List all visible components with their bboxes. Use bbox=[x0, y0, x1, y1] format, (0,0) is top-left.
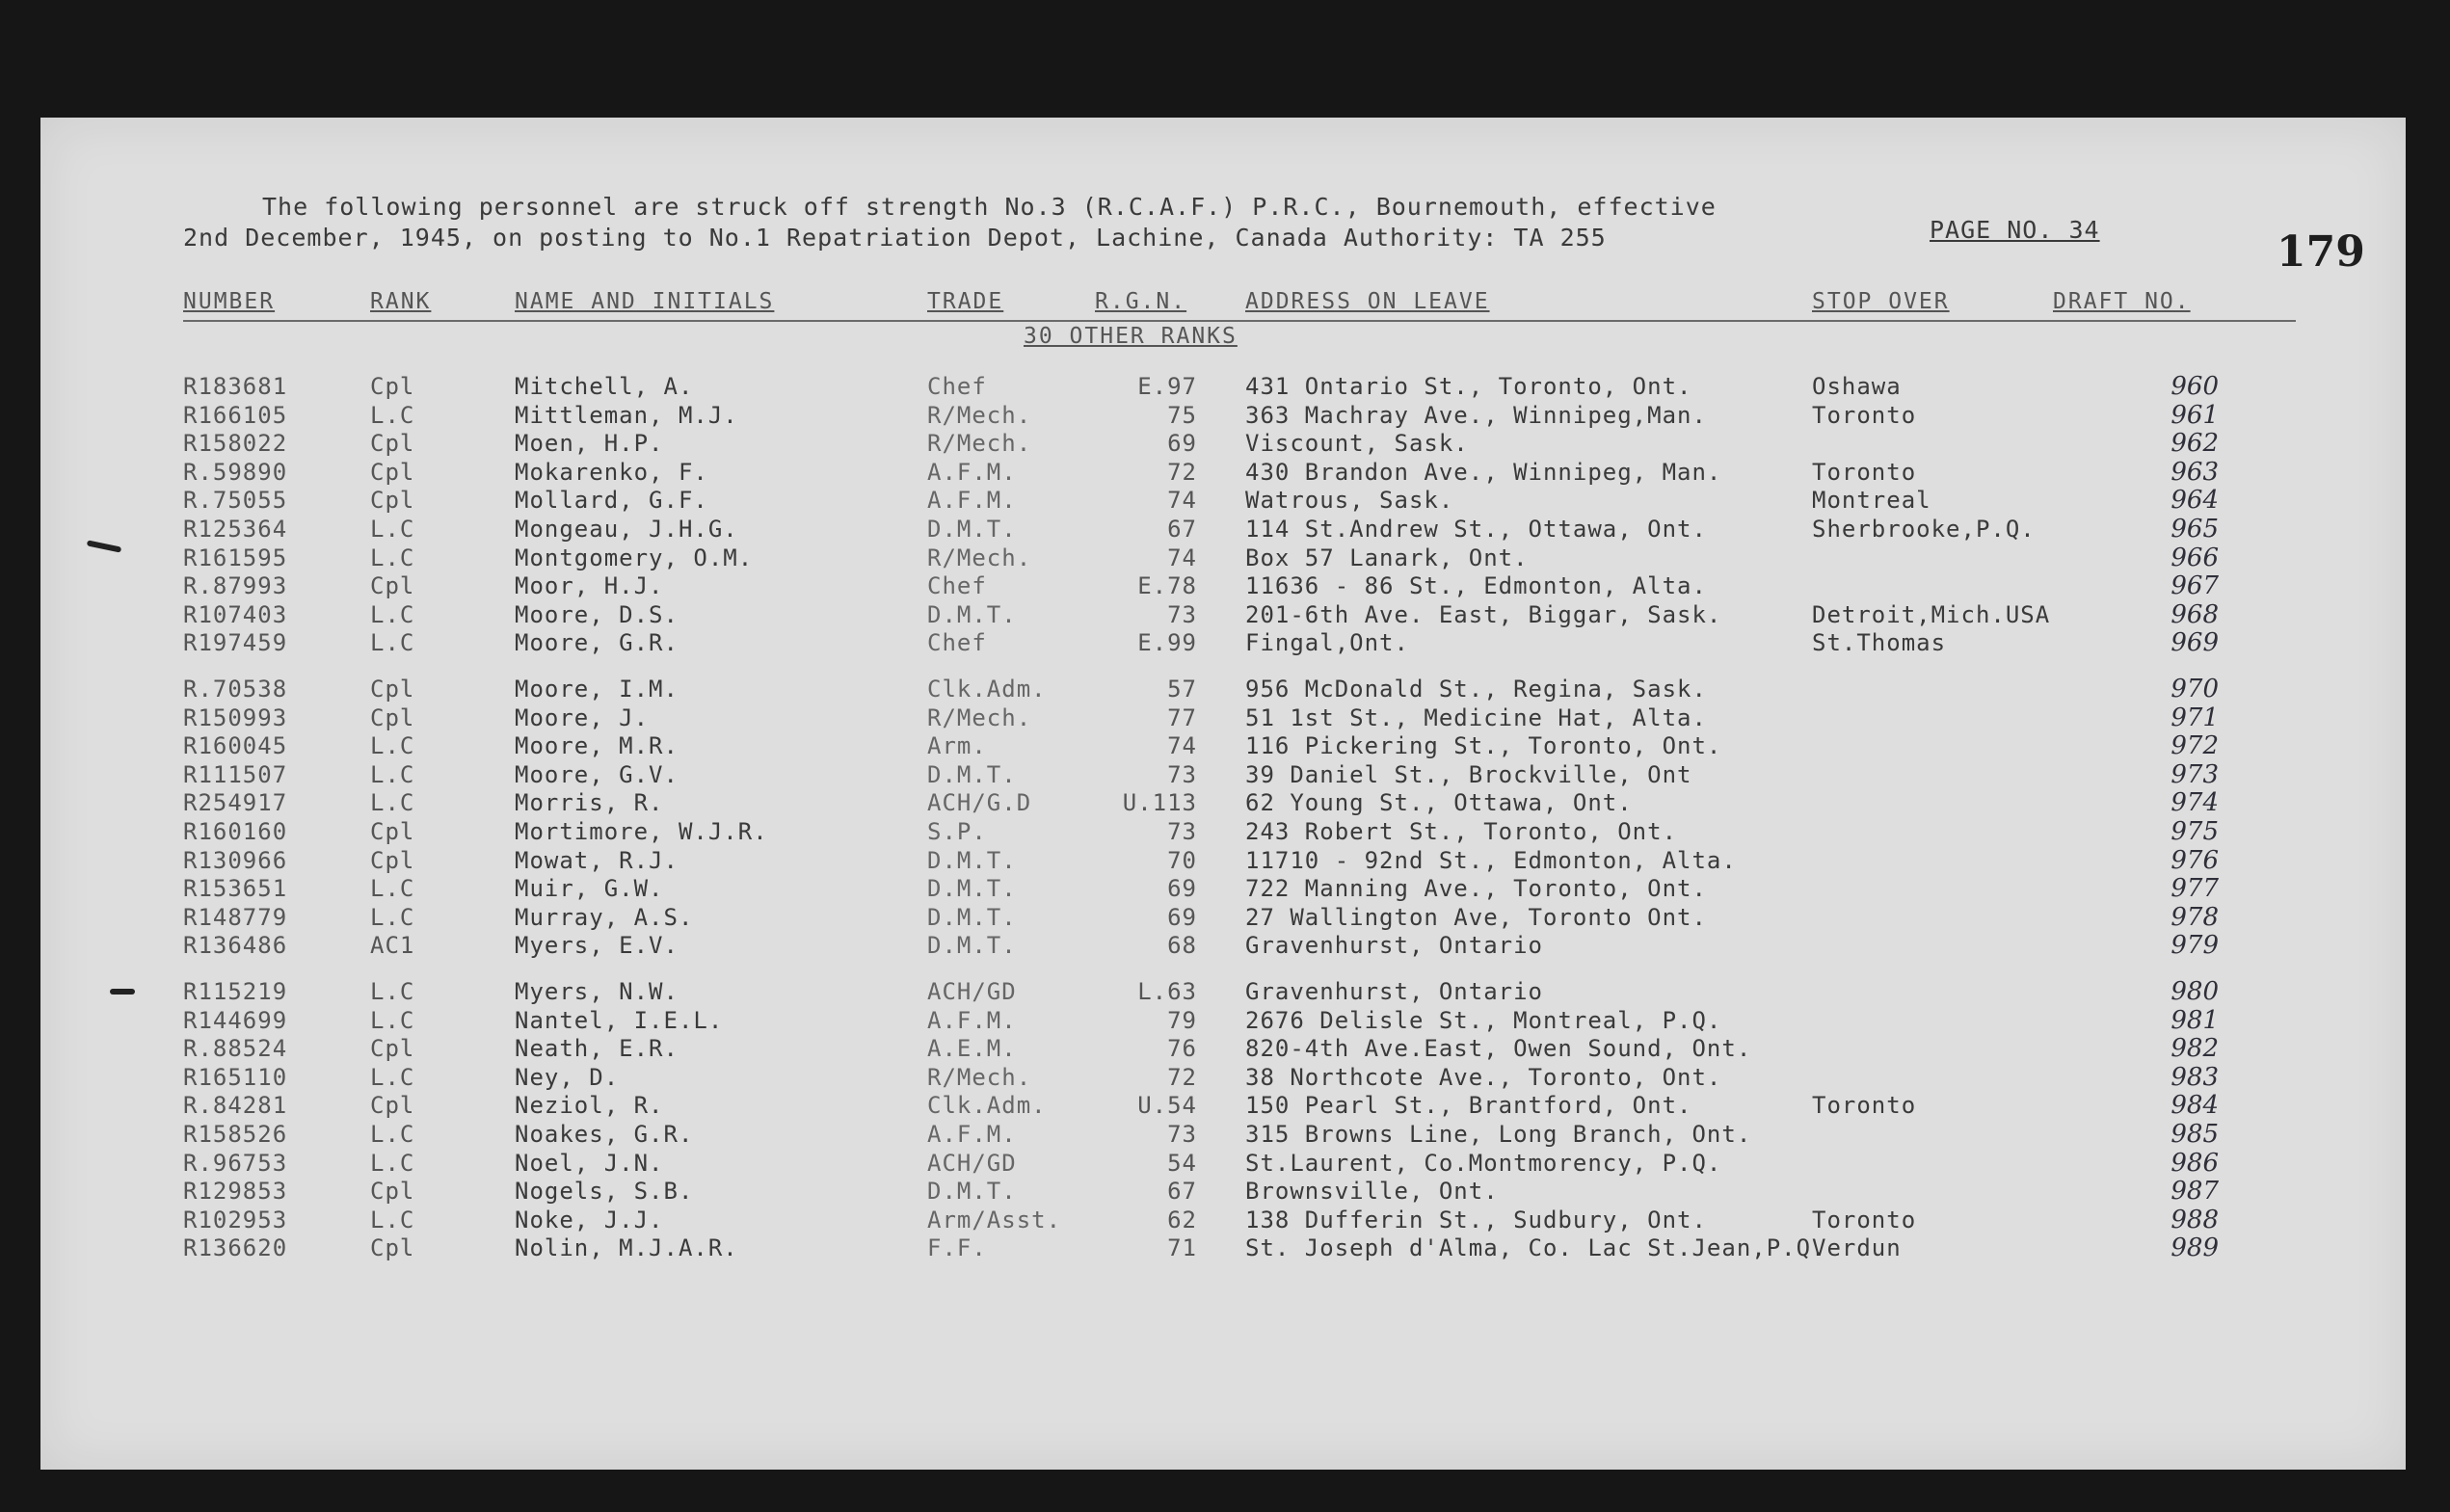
table-row bbox=[40, 372, 2406, 401]
personnel-trade: R/Mech. bbox=[927, 1063, 1032, 1091]
personnel-stop-over: Sherbrooke,P.Q. bbox=[1812, 516, 2036, 543]
column-header-rcn: R.G.N. bbox=[1095, 289, 1187, 314]
personnel-rank: L.C bbox=[370, 629, 415, 657]
table-row bbox=[40, 1006, 2406, 1035]
personnel-rank: Cpl bbox=[370, 430, 415, 458]
personnel-trade: Clk.Adm. bbox=[927, 676, 1047, 703]
personnel-draft-number: 976 bbox=[2170, 845, 2219, 875]
personnel-trade: D.M.T. bbox=[927, 1178, 1017, 1206]
personnel-rcn: 72 bbox=[1167, 1063, 1197, 1091]
personnel-address: Box 57 Lanark, Ont. bbox=[1245, 544, 1529, 571]
personnel-address: 150 Pearl St., Brantford, Ont. bbox=[1245, 1092, 1692, 1120]
personnel-number: R.84281 bbox=[183, 1092, 288, 1120]
personnel-number: R165110 bbox=[183, 1063, 288, 1091]
personnel-number: R166105 bbox=[183, 401, 288, 429]
personnel-name: Mokarenko, F. bbox=[515, 458, 708, 486]
table-row bbox=[40, 544, 2406, 572]
personnel-trade: Arm. bbox=[927, 732, 987, 760]
personnel-stop-over: Verdun bbox=[1812, 1234, 1902, 1262]
personnel-rcn: E.97 bbox=[1137, 373, 1197, 400]
personnel-draft-number: 988 bbox=[2170, 1205, 2219, 1234]
table-row bbox=[40, 401, 2406, 430]
personnel-number: R148779 bbox=[183, 903, 288, 931]
personnel-draft-number: 974 bbox=[2170, 788, 2219, 818]
table-row bbox=[40, 731, 2406, 760]
personnel-number: R.70538 bbox=[183, 676, 288, 703]
personnel-trade: Arm/Asst. bbox=[927, 1206, 1062, 1233]
personnel-number: R.88524 bbox=[183, 1035, 288, 1063]
personnel-name: Neath, E.R. bbox=[515, 1035, 679, 1063]
personnel-rcn: 77 bbox=[1167, 703, 1197, 731]
personnel-number: R.59890 bbox=[183, 458, 288, 486]
personnel-draft-number: 965 bbox=[2170, 515, 2219, 544]
personnel-address: 39 Daniel St., Brockville, Ont bbox=[1245, 760, 1692, 788]
personnel-name: Noakes, G.R. bbox=[515, 1121, 694, 1148]
personnel-rcn: 71 bbox=[1167, 1234, 1197, 1262]
personnel-address: 27 Wallington Ave, Toronto Ont. bbox=[1245, 903, 1707, 931]
personnel-address: 722 Manning Ave., Toronto, Ont. bbox=[1245, 875, 1707, 903]
personnel-draft-number: 975 bbox=[2170, 817, 2219, 846]
personnel-number: R144699 bbox=[183, 1006, 288, 1034]
personnel-trade: ACH/GD bbox=[927, 1149, 1017, 1177]
personnel-draft-number: 977 bbox=[2170, 874, 2219, 904]
personnel-rcn: 76 bbox=[1167, 1035, 1197, 1063]
personnel-rcn: 74 bbox=[1167, 544, 1197, 571]
personnel-number: R158022 bbox=[183, 430, 288, 458]
personnel-name: Mitchell, A. bbox=[515, 373, 694, 400]
personnel-trade: D.M.T. bbox=[927, 600, 1017, 628]
personnel-rcn: 69 bbox=[1167, 430, 1197, 458]
personnel-rcn: 62 bbox=[1167, 1206, 1197, 1233]
personnel-name: Myers, N.W. bbox=[515, 978, 679, 1005]
personnel-trade: Chef bbox=[927, 629, 987, 657]
table-row bbox=[40, 703, 2406, 732]
personnel-trade: A.F.M. bbox=[927, 1121, 1017, 1148]
personnel-name: Neziol, R. bbox=[515, 1092, 664, 1120]
personnel-stop-over: Toronto bbox=[1812, 1206, 1917, 1233]
personnel-rank: Cpl bbox=[370, 818, 415, 845]
personnel-name: Ney, D. bbox=[515, 1063, 620, 1091]
table-row bbox=[40, 931, 2406, 960]
personnel-number: R150993 bbox=[183, 703, 288, 731]
personnel-address: 11636 - 86 St., Edmonton, Alta. bbox=[1245, 572, 1707, 600]
personnel-trade: D.M.T. bbox=[927, 903, 1017, 931]
personnel-name: Montgomery, O.M. bbox=[515, 544, 754, 571]
personnel-trade: Clk.Adm. bbox=[927, 1092, 1047, 1120]
personnel-rank: L.C bbox=[370, 516, 415, 543]
personnel-address: 315 Browns Line, Long Branch, Ont. bbox=[1245, 1121, 1752, 1148]
header-line-2: 2nd December, 1945, on posting to No.1 Repatriation Depot, Lachine, Canada Authority: TA 255 bbox=[183, 224, 1607, 252]
personnel-draft-number: 978 bbox=[2170, 902, 2219, 932]
personnel-rank: L.C bbox=[370, 1206, 415, 1233]
personnel-draft-number: 969 bbox=[2170, 628, 2219, 658]
personnel-name: Muir, G.W. bbox=[515, 875, 664, 903]
personnel-number: R107403 bbox=[183, 600, 288, 628]
personnel-rank: L.C bbox=[370, 789, 415, 817]
personnel-rank: L.C bbox=[370, 1149, 415, 1177]
personnel-trade: Chef bbox=[927, 373, 987, 400]
personnel-name: Noke, J.J. bbox=[515, 1206, 664, 1233]
personnel-rcn: 79 bbox=[1167, 1006, 1197, 1034]
personnel-draft-number: 984 bbox=[2170, 1091, 2219, 1121]
personnel-rank: Cpl bbox=[370, 1092, 415, 1120]
personnel-address: 430 Brandon Ave., Winnipeg, Man. bbox=[1245, 458, 1722, 486]
personnel-draft-number: 980 bbox=[2170, 977, 2219, 1006]
personnel-address: 114 St.Andrew St., Ottawa, Ont. bbox=[1245, 516, 1707, 543]
table-row bbox=[40, 874, 2406, 903]
document-sheet bbox=[40, 118, 2406, 1470]
personnel-rcn: 69 bbox=[1167, 875, 1197, 903]
personnel-number: R197459 bbox=[183, 629, 288, 657]
personnel-trade: A.F.M. bbox=[927, 458, 1017, 486]
personnel-rank: L.C bbox=[370, 978, 415, 1005]
table-row bbox=[40, 903, 2406, 932]
personnel-draft-number: 961 bbox=[2170, 400, 2219, 430]
personnel-name: Noel, J.N. bbox=[515, 1149, 664, 1177]
personnel-trade: R/Mech. bbox=[927, 544, 1032, 571]
personnel-draft-number: 981 bbox=[2170, 1005, 2219, 1035]
personnel-trade: R/Mech. bbox=[927, 401, 1032, 429]
personnel-address: Gravenhurst, Ontario bbox=[1245, 978, 1543, 1005]
personnel-name: Nantel, I.E.L. bbox=[515, 1006, 724, 1034]
personnel-rank: L.C bbox=[370, 1006, 415, 1034]
table-row bbox=[40, 1149, 2406, 1178]
personnel-rcn: U.54 bbox=[1137, 1092, 1197, 1120]
personnel-draft-number: 964 bbox=[2170, 486, 2219, 516]
personnel-name: Morris, R. bbox=[515, 789, 664, 817]
personnel-rcn: L.63 bbox=[1137, 978, 1197, 1005]
personnel-rank: Cpl bbox=[370, 1178, 415, 1206]
personnel-rank: L.C bbox=[370, 401, 415, 429]
personnel-name: Moen, H.P. bbox=[515, 430, 664, 458]
personnel-trade: ACH/G.D bbox=[927, 789, 1032, 817]
personnel-number: R130966 bbox=[183, 846, 288, 874]
personnel-number: R136620 bbox=[183, 1234, 288, 1262]
personnel-name: Nolin, M.J.A.R. bbox=[515, 1234, 738, 1262]
personnel-draft-number: 987 bbox=[2170, 1177, 2219, 1207]
personnel-stop-over: Toronto bbox=[1812, 401, 1917, 429]
personnel-rcn: 73 bbox=[1167, 760, 1197, 788]
personnel-number: R160045 bbox=[183, 732, 288, 760]
personnel-rank: L.C bbox=[370, 875, 415, 903]
table-row bbox=[40, 429, 2406, 458]
personnel-address: 38 Northcote Ave., Toronto, Ont. bbox=[1245, 1063, 1722, 1091]
table-row bbox=[40, 515, 2406, 544]
personnel-trade: S.P. bbox=[927, 818, 987, 845]
personnel-address: 138 Dufferin St., Sudbury, Ont. bbox=[1245, 1206, 1707, 1233]
personnel-address: 51 1st St., Medicine Hat, Alta. bbox=[1245, 703, 1707, 731]
personnel-name: Mowat, R.J. bbox=[515, 846, 679, 874]
column-header-number: NUMBER bbox=[183, 289, 276, 314]
column-header-name: NAME AND INITIALS bbox=[515, 289, 775, 314]
personnel-draft-number: 989 bbox=[2170, 1233, 2219, 1263]
personnel-stop-over: Detroit,Mich.USA bbox=[1812, 600, 2051, 628]
personnel-address: Gravenhurst, Ontario bbox=[1245, 932, 1543, 960]
table-row bbox=[40, 600, 2406, 629]
table-row bbox=[40, 628, 2406, 657]
personnel-rcn: 72 bbox=[1167, 458, 1197, 486]
personnel-rank: L.C bbox=[370, 544, 415, 571]
personnel-stop-over: St.Thomas bbox=[1812, 629, 1947, 657]
personnel-address: St.Laurent, Co.Montmorency, P.Q. bbox=[1245, 1149, 1722, 1177]
personnel-draft-number: 968 bbox=[2170, 599, 2219, 629]
table-row bbox=[40, 1063, 2406, 1092]
personnel-rcn: 69 bbox=[1167, 903, 1197, 931]
personnel-draft-number: 983 bbox=[2170, 1062, 2219, 1092]
column-header-trade: TRADE bbox=[927, 289, 1004, 314]
personnel-stop-over: Toronto bbox=[1812, 1092, 1917, 1120]
table-row bbox=[40, 1034, 2406, 1063]
personnel-number: R254917 bbox=[183, 789, 288, 817]
personnel-trade: ACH/GD bbox=[927, 978, 1017, 1005]
personnel-rcn: 57 bbox=[1167, 676, 1197, 703]
personnel-number: R125364 bbox=[183, 516, 288, 543]
personnel-number: R115219 bbox=[183, 978, 288, 1005]
personnel-rank: Cpl bbox=[370, 373, 415, 400]
personnel-rcn: 75 bbox=[1167, 401, 1197, 429]
personnel-number: R129853 bbox=[183, 1178, 288, 1206]
personnel-draft-number: 963 bbox=[2170, 457, 2219, 487]
personnel-rank: L.C bbox=[370, 1121, 415, 1148]
personnel-draft-number: 979 bbox=[2170, 931, 2219, 961]
personnel-trade: R/Mech. bbox=[927, 703, 1032, 731]
personnel-rcn: 73 bbox=[1167, 818, 1197, 845]
personnel-trade: D.M.T. bbox=[927, 875, 1017, 903]
personnel-draft-number: 972 bbox=[2170, 731, 2219, 761]
column-header-address: ADDRESS ON LEAVE bbox=[1245, 289, 1490, 314]
personnel-draft-number: 985 bbox=[2170, 1120, 2219, 1149]
personnel-rank: AC1 bbox=[370, 932, 415, 960]
personnel-rank: L.C bbox=[370, 732, 415, 760]
personnel-rcn: U.113 bbox=[1122, 789, 1197, 817]
personnel-rank: Cpl bbox=[370, 703, 415, 731]
folio-number: 179 bbox=[2277, 227, 2365, 277]
table-row bbox=[40, 1091, 2406, 1120]
table-row bbox=[40, 571, 2406, 600]
personnel-number: R183681 bbox=[183, 373, 288, 400]
personnel-rcn: 74 bbox=[1167, 487, 1197, 515]
personnel-number: R.87993 bbox=[183, 572, 288, 600]
personnel-number: R.96753 bbox=[183, 1149, 288, 1177]
personnel-trade: A.E.M. bbox=[927, 1035, 1017, 1063]
personnel-rcn: 70 bbox=[1167, 846, 1197, 874]
personnel-trade: A.F.M. bbox=[927, 487, 1017, 515]
table-row bbox=[40, 846, 2406, 875]
personnel-number: R153651 bbox=[183, 875, 288, 903]
personnel-address: 363 Machray Ave., Winnipeg,Man. bbox=[1245, 401, 1707, 429]
personnel-rank: L.C bbox=[370, 600, 415, 628]
personnel-rcn: E.78 bbox=[1137, 572, 1197, 600]
personnel-draft-number: 982 bbox=[2170, 1034, 2219, 1064]
page-number: PAGE NO. 34 bbox=[1930, 216, 2100, 244]
personnel-name: Moore, M.R. bbox=[515, 732, 679, 760]
personnel-address: 820-4th Ave.East, Owen Sound, Ont. bbox=[1245, 1035, 1752, 1063]
table-row bbox=[40, 977, 2406, 1006]
table-row bbox=[40, 458, 2406, 487]
personnel-address: Viscount, Sask. bbox=[1245, 430, 1469, 458]
personnel-rcn: 67 bbox=[1167, 516, 1197, 543]
personnel-address: 243 Robert St., Toronto, Ont. bbox=[1245, 818, 1678, 845]
personnel-name: Moore, D.S. bbox=[515, 600, 679, 628]
personnel-address: Brownsville, Ont. bbox=[1245, 1178, 1499, 1206]
table-row bbox=[40, 817, 2406, 846]
personnel-address: 431 Ontario St., Toronto, Ont. bbox=[1245, 373, 1692, 400]
personnel-rcn: 68 bbox=[1167, 932, 1197, 960]
personnel-name: Moore, G.R. bbox=[515, 629, 679, 657]
personnel-number: R136486 bbox=[183, 932, 288, 960]
personnel-rcn: E.99 bbox=[1137, 629, 1197, 657]
table-row bbox=[40, 1206, 2406, 1234]
personnel-address: 956 McDonald St., Regina, Sask. bbox=[1245, 676, 1707, 703]
personnel-draft-number: 973 bbox=[2170, 759, 2219, 789]
margin-mark bbox=[110, 989, 135, 995]
personnel-number: R111507 bbox=[183, 760, 288, 788]
personnel-name: Moore, J. bbox=[515, 703, 650, 731]
personnel-rcn: 67 bbox=[1167, 1178, 1197, 1206]
personnel-trade: D.M.T. bbox=[927, 516, 1017, 543]
personnel-name: Myers, E.V. bbox=[515, 932, 679, 960]
personnel-rank: L.C bbox=[370, 1063, 415, 1091]
personnel-rank: Cpl bbox=[370, 1035, 415, 1063]
personnel-rcn: 74 bbox=[1167, 732, 1197, 760]
personnel-name: Mortimore, W.J.R. bbox=[515, 818, 768, 845]
personnel-rcn: 54 bbox=[1167, 1149, 1197, 1177]
table-row bbox=[40, 788, 2406, 817]
personnel-rcn: 73 bbox=[1167, 600, 1197, 628]
personnel-trade: R/Mech. bbox=[927, 430, 1032, 458]
table-row bbox=[40, 760, 2406, 789]
table-row bbox=[40, 675, 2406, 703]
personnel-trade: D.M.T. bbox=[927, 846, 1017, 874]
column-header-draft: DRAFT NO. bbox=[2053, 289, 2191, 314]
personnel-name: Moor, H.J. bbox=[515, 572, 664, 600]
column-header-stop-over: STOP OVER bbox=[1812, 289, 1950, 314]
table-row bbox=[40, 1233, 2406, 1262]
personnel-address: 62 Young St., Ottawa, Ont. bbox=[1245, 789, 1633, 817]
personnel-rank: Cpl bbox=[370, 846, 415, 874]
personnel-address: Watrous, Sask. bbox=[1245, 487, 1454, 515]
personnel-address: 2676 Delisle St., Montreal, P.Q. bbox=[1245, 1006, 1722, 1034]
personnel-draft-number: 967 bbox=[2170, 571, 2219, 601]
personnel-draft-number: 970 bbox=[2170, 675, 2219, 703]
personnel-address: Fingal,Ont. bbox=[1245, 629, 1409, 657]
personnel-number: R102953 bbox=[183, 1206, 288, 1233]
column-header-rank: RANK bbox=[370, 289, 432, 314]
table-row bbox=[40, 1177, 2406, 1206]
personnel-name: Moore, G.V. bbox=[515, 760, 679, 788]
personnel-stop-over: Montreal bbox=[1812, 487, 1931, 515]
personnel-name: Mollard, G.F. bbox=[515, 487, 708, 515]
header-line-1: The following personnel are struck off strength No.3 (R.C.A.F.) P.R.C., Bournemouth, effective bbox=[262, 193, 1717, 221]
personnel-address: 116 Pickering St., Toronto, Ont. bbox=[1245, 732, 1722, 760]
personnel-name: Nogels, S.B. bbox=[515, 1178, 694, 1206]
personnel-trade: D.M.T. bbox=[927, 760, 1017, 788]
personnel-rank: L.C bbox=[370, 760, 415, 788]
header-rule bbox=[183, 320, 2296, 322]
personnel-rank: Cpl bbox=[370, 1234, 415, 1262]
personnel-trade: A.F.M. bbox=[927, 1006, 1017, 1034]
personnel-trade: Chef bbox=[927, 572, 987, 600]
section-subheading: 30 OTHER RANKS bbox=[1024, 324, 1238, 349]
personnel-number: R160160 bbox=[183, 818, 288, 845]
personnel-trade: F.F. bbox=[927, 1234, 987, 1262]
personnel-rank: L.C bbox=[370, 903, 415, 931]
personnel-address: St. Joseph d'Alma, Co. Lac St.Jean,P.Q. bbox=[1245, 1234, 1826, 1262]
personnel-name: Moore, I.M. bbox=[515, 676, 679, 703]
personnel-trade: D.M.T. bbox=[927, 932, 1017, 960]
personnel-rank: Cpl bbox=[370, 572, 415, 600]
personnel-rank: Cpl bbox=[370, 676, 415, 703]
personnel-draft-number: 986 bbox=[2170, 1148, 2219, 1178]
personnel-rank: Cpl bbox=[370, 487, 415, 515]
personnel-draft-number: 960 bbox=[2170, 372, 2219, 401]
personnel-name: Murray, A.S. bbox=[515, 903, 694, 931]
personnel-number: R161595 bbox=[183, 544, 288, 571]
personnel-stop-over: Toronto bbox=[1812, 458, 1917, 486]
personnel-draft-number: 966 bbox=[2170, 543, 2219, 572]
personnel-draft-number: 971 bbox=[2170, 703, 2219, 732]
personnel-rank: Cpl bbox=[370, 458, 415, 486]
personnel-rcn: 73 bbox=[1167, 1121, 1197, 1148]
personnel-name: Mittleman, M.J. bbox=[515, 401, 738, 429]
personnel-address: 201-6th Ave. East, Biggar, Sask. bbox=[1245, 600, 1722, 628]
personnel-stop-over: Oshawa bbox=[1812, 373, 1902, 400]
personnel-number: R158526 bbox=[183, 1121, 288, 1148]
personnel-address: 11710 - 92nd St., Edmonton, Alta. bbox=[1245, 846, 1737, 874]
personnel-number: R.75055 bbox=[183, 487, 288, 515]
personnel-name: Mongeau, J.H.G. bbox=[515, 516, 738, 543]
personnel-draft-number: 962 bbox=[2170, 429, 2219, 459]
table-row bbox=[40, 486, 2406, 515]
table-row bbox=[40, 1120, 2406, 1149]
